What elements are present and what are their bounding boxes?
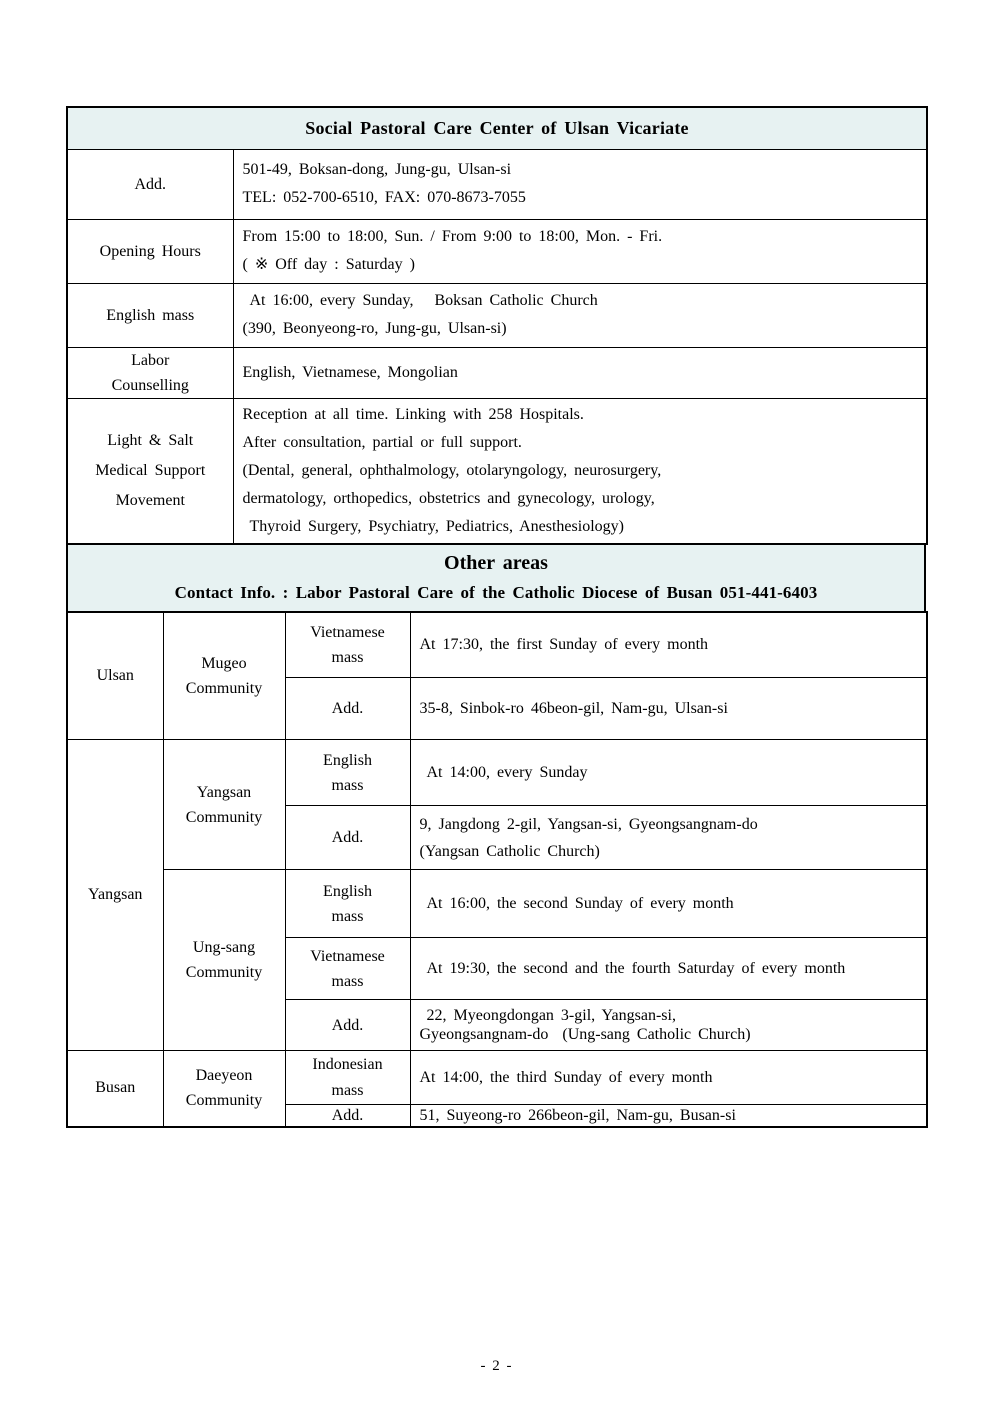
mass-type-cell: English mass: [285, 740, 410, 806]
region-busan: Busan: [67, 1051, 163, 1127]
detail-cell: 35-8, Sinbok-ro 46beon-gil, Nam-gu, Ulsan-si: [410, 678, 927, 740]
add-label-cell: Add.: [285, 1105, 410, 1127]
detail-cell: 9, Jangdong 2-gil, Yangsan-si, Gyeongsangnam-do (Yangsan Catholic Church): [410, 806, 927, 870]
value-labor-counselling: English, Vietnamese, Mongolian: [233, 347, 927, 398]
value-add: 501-49, Boksan-dong, Jung-gu, Ulsan-si TEL: 052-700-6510, FAX: 070-8673-7055: [233, 149, 927, 219]
page-number: - 2 -: [480, 1358, 512, 1374]
mass-type-cell: Indonesian mass: [285, 1051, 410, 1105]
label-add-text: Add.: [134, 175, 167, 193]
label-light-salt: Light & Salt Medical Support Movement: [67, 398, 233, 544]
detail-cell: 51, Suyeong-ro 266beon-gil, Nam-gu, Busan-si: [410, 1105, 927, 1127]
value-light-salt: Reception at all time. Linking with 258 Hospitals. After consultation, partial or full support. (Dental, general, ophthalmology, otolaryngology, neurosurgery, dermatology, orthopedics, obstetrics and gynecology, urology, Thyroid Surgery, Psychiatry, Pediatrics, Anesthesiology): [233, 398, 927, 544]
region-yangsan: Yangsan: [67, 740, 163, 1051]
add-label-cell: Add.: [285, 1000, 410, 1051]
community-yangsan: Yangsan Community: [163, 740, 285, 870]
add-label-cell: Add.: [285, 806, 410, 870]
region-ulsan: Ulsan: [67, 612, 163, 740]
label-add: [67, 149, 233, 219]
doc-title: Social Pastoral Care Center of Ulsan Vicariate: [67, 107, 927, 149]
label-labor-counselling: Labor Counselling: [67, 347, 233, 398]
other-areas-title: Other areas: [444, 552, 548, 575]
detail-cell: At 16:00, the second Sunday of every month: [410, 870, 927, 938]
mass-type-cell: English mass: [285, 870, 410, 938]
document-page: [66, 106, 926, 1128]
other-areas-band: [66, 543, 926, 613]
community-ung-sang: Ung-sang Community: [163, 870, 285, 1051]
detail-cell: At 14:00, every Sunday: [410, 740, 927, 806]
detail-cell: At 14:00, the third Sunday of every month: [410, 1051, 927, 1105]
label-english-mass: English mass: [67, 283, 233, 347]
add-label-cell: Add.: [285, 678, 410, 740]
value-english-mass: At 16:00, every Sunday, Boksan Catholic Church (390, Beonyeong-ro, Jung-gu, Ulsan-si): [233, 283, 927, 347]
community-mugeo: Mugeo Community: [163, 612, 285, 740]
other-areas-table: [66, 611, 928, 1128]
label-opening-hours: Opening Hours: [67, 219, 233, 283]
detail-cell: At 19:30, the second and the fourth Saturday of every month: [410, 938, 927, 1000]
mass-type-cell: Vietnamese mass: [285, 612, 410, 678]
main-info-table: [66, 106, 928, 545]
other-areas-contact-info: Contact Info. : Labor Pastoral Care of the Catholic Diocese of Busan 051-441-6403: [174, 582, 818, 602]
mass-type-cell: Vietnamese mass: [285, 938, 410, 1000]
value-opening-hours: From 15:00 to 18:00, Sun. / From 9:00 to 18:00, Mon. - Fri. ( ※ Off day : Saturday ): [233, 219, 927, 283]
detail-cell: At 17:30, the first Sunday of every month: [410, 612, 927, 678]
community-daeyeon: Daeyeon Community: [163, 1051, 285, 1127]
detail-cell: 22, Myeongdongan 3-gil, Yangsan-si, Gyeongsangnam-do (Ung-sang Catholic Church): [410, 1000, 927, 1051]
